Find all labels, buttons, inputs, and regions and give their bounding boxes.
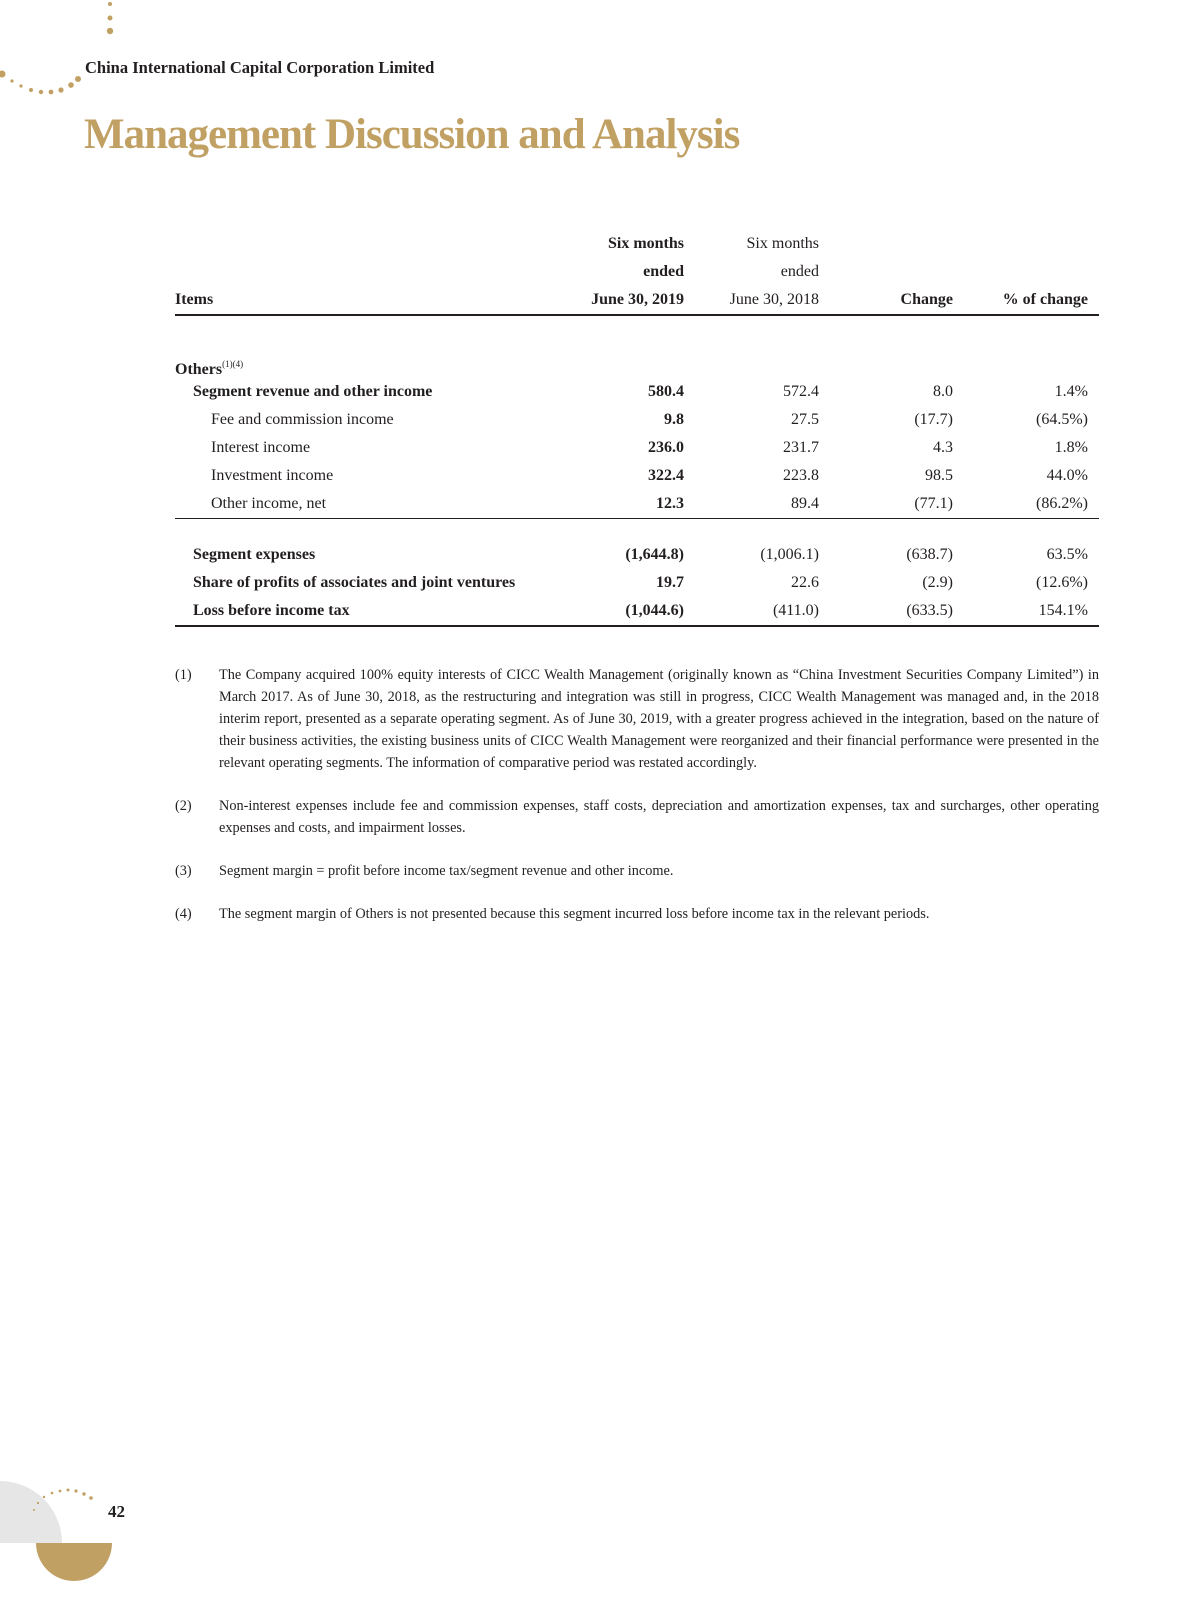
- value-change: (2.9): [922, 574, 953, 591]
- value-pct-change: 154.1%: [1038, 602, 1088, 619]
- footnote-number: (3): [175, 863, 192, 879]
- value-2018: 572.4: [783, 383, 819, 400]
- col-header-2019: Six months ended June 30, 2019: [591, 235, 684, 308]
- row-label: Loss before income tax: [193, 602, 350, 619]
- value-2019: 322.4: [648, 467, 684, 484]
- page-title: Management Discussion and Analysis: [84, 111, 740, 158]
- group-label: Others$^{(1)(4)}$: [175, 359, 244, 378]
- group-footnote-ref: (1)(4): [222, 359, 244, 369]
- value-change: (633.5): [906, 602, 953, 619]
- table-row: [175, 378, 1099, 406]
- value-2018: 231.7: [783, 439, 819, 456]
- expense-rows: [175, 541, 1099, 627]
- value-pct-change: 44.0%: [1046, 467, 1088, 484]
- table-row: [175, 406, 1099, 434]
- page-corner-decoration: [0, 1475, 140, 1615]
- footnote-item: [175, 860, 1099, 882]
- table-row: [175, 597, 1099, 627]
- footnote-item: [175, 795, 1099, 839]
- value-2018: 27.5: [791, 411, 819, 428]
- value-2018: 89.4: [791, 495, 819, 512]
- row-label: Fee and commission income: [211, 411, 394, 428]
- table-header: [175, 234, 1099, 316]
- revenue-rows: [175, 378, 1099, 519]
- value-2018: (1,006.1): [760, 546, 819, 563]
- value-pct-change: 1.8%: [1054, 439, 1088, 456]
- value-2019: 19.7: [656, 574, 684, 591]
- footnote-item: [175, 664, 1099, 774]
- footnote-number: (1): [175, 667, 192, 683]
- value-pct-change: 63.5%: [1046, 546, 1088, 563]
- value-2019: 580.4: [648, 383, 684, 400]
- table-row: [175, 462, 1099, 490]
- row-label: Interest income: [211, 439, 311, 456]
- footnote-text: Segment margin = profit before income tax/segment revenue and other income.: [219, 863, 674, 879]
- corner-dots-decoration: [0, 0, 120, 100]
- value-pct-change: 1.4%: [1054, 383, 1088, 400]
- value-2019: 12.3: [656, 495, 684, 512]
- row-label: Investment income: [211, 467, 334, 484]
- value-2018: 22.6: [791, 574, 819, 591]
- company-name: China International Capital Corporation Limited: [85, 58, 435, 77]
- table-row: [175, 490, 1099, 519]
- row-label: Share of profits of associates and joint ventures: [193, 574, 516, 591]
- value-2019: (1,644.8): [625, 546, 684, 563]
- col-header-items: Items: [175, 291, 214, 308]
- value-change: (17.7): [914, 411, 953, 428]
- group-row-others: [175, 350, 1099, 378]
- footnote-text: Non-interest expenses include fee and commission expenses, staff costs, depreciation and amortization expenses, tax and surcharges, other operating expenses and costs, and impairment losses.: [219, 798, 1099, 836]
- row-label: Segment expenses: [193, 546, 316, 563]
- value-change: 4.3: [933, 439, 953, 456]
- row-label: Other income, net: [211, 495, 327, 512]
- value-2018: (411.0): [772, 602, 819, 619]
- table-row: [175, 541, 1099, 569]
- value-pct-change: (12.6%): [1036, 574, 1088, 591]
- table-row: [175, 434, 1099, 462]
- col-header-2018: Six months ended June 30, 2018: [729, 235, 819, 308]
- page-number: 42: [108, 1502, 125, 1521]
- footnote-text: The Company acquired 100% equity interests of CICC Wealth Management (originally known as “China Investment Securities Company Limited”) in March 2017. As of June 30, 2018, as the restructuring and integration was still in progress, CICC Wealth Management was managed and, in the 2018 interim report, presented as a separate operating segment. As of June 30, 2019, with a greater progress achieved in the integration, based on the nature of their business activities, the existing business units of CICC Wealth Management were reorganized and their financial performance were presented in the relevant operating segments. The information of comparative period was restated accordingly.: [219, 667, 1099, 771]
- value-change: 8.0: [933, 383, 953, 400]
- value-change: 98.5: [925, 467, 953, 484]
- footnotes: [175, 664, 1099, 946]
- segment-table: [175, 234, 1099, 627]
- col-header-change: Change: [900, 291, 953, 308]
- row-label: Segment revenue and other income: [193, 383, 433, 400]
- value-2019: (1,044.6): [625, 602, 684, 619]
- footnote-number: (2): [175, 798, 192, 814]
- value-change: (638.7): [906, 546, 953, 563]
- value-pct-change: (64.5%): [1036, 411, 1088, 428]
- footnote-text: The segment margin of Others is not presented because this segment incurred loss before income tax in the relevant periods.: [219, 906, 930, 922]
- value-2019: 236.0: [648, 439, 684, 456]
- footnote-item: [175, 903, 1099, 925]
- value-pct-change: (86.2%): [1036, 495, 1088, 512]
- col-header-pct-change: % of change: [1002, 291, 1088, 308]
- footnote-number: (4): [175, 906, 192, 922]
- value-change: (77.1): [914, 495, 953, 512]
- table-row: [175, 569, 1099, 597]
- value-2019: 9.8: [664, 411, 684, 428]
- value-2018: 223.8: [783, 467, 819, 484]
